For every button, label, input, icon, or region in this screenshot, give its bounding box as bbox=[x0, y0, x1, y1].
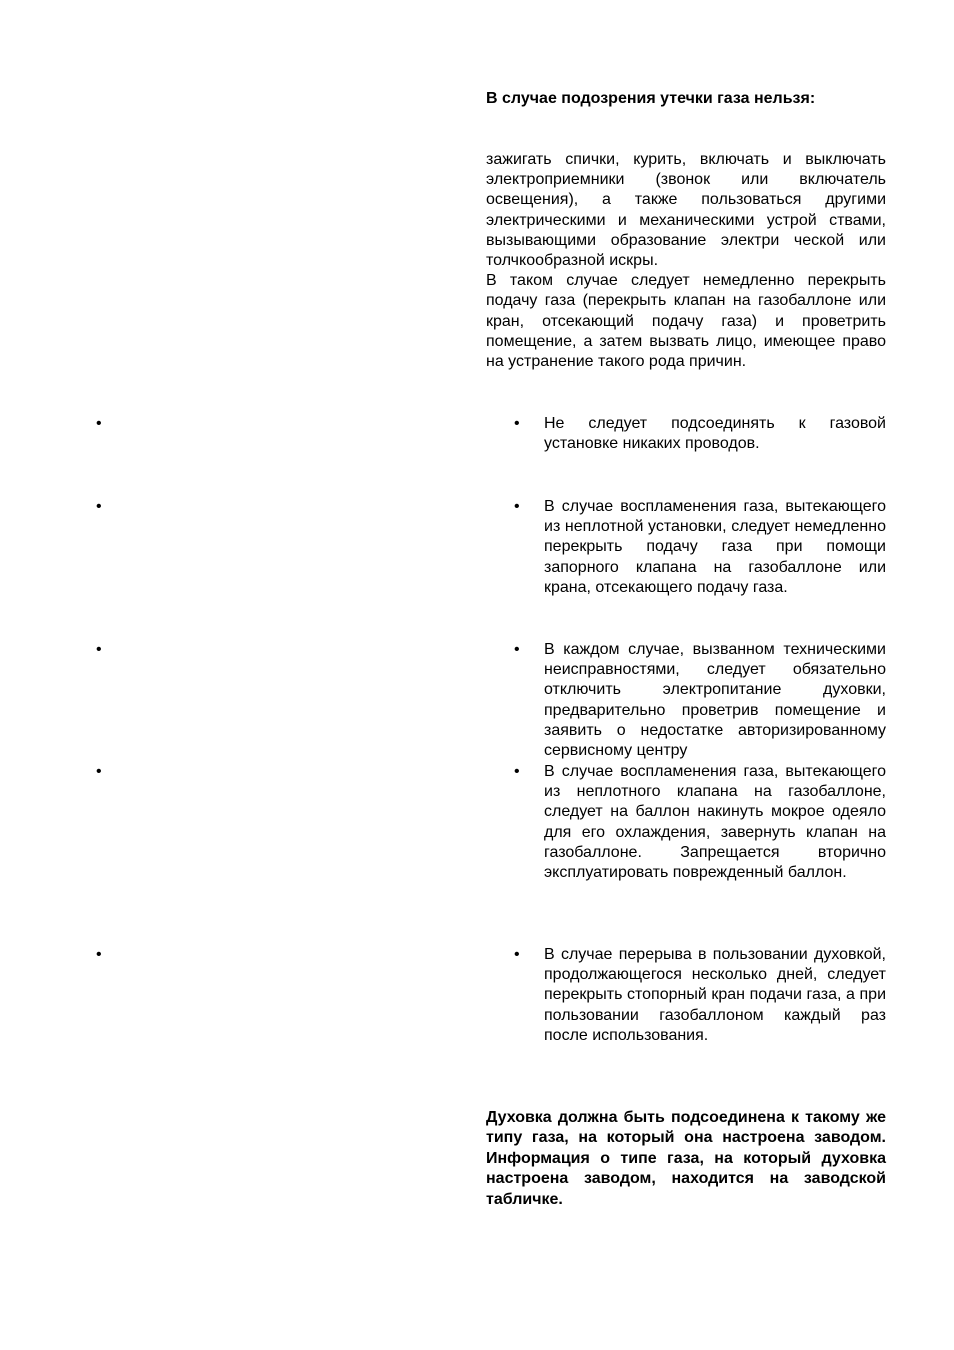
bullet-marker-3: • bbox=[514, 641, 520, 658]
section-heading: В случае подозрения утечки газа нельзя: bbox=[486, 90, 816, 107]
bullet-item-5: В случае перерыва в пользовании духовкой, продолжающегося несколько дней, следует перекрыть стопорный кран подачи газа, а при пользовании газобаллоном каждый раз после использования. bbox=[544, 946, 886, 1044]
left-bullet-3: • bbox=[96, 641, 102, 658]
bullet-item-3: В каждом случае, вызванном техническими неисправностями, следует обязательно отключить электропитание духовки, предварительно проветрив помещение и заявить о недостатке авторизированному сервисному центру bbox=[544, 641, 886, 760]
bullet-marker-5: • bbox=[514, 946, 520, 963]
gas-type-notice: Духовка должна быть подсоединена к такому же типу газа, на который она настроена заводом. Информация о типе газа, на который духовка настроена заводом, находится на заводской табличке. bbox=[486, 1109, 886, 1208]
left-bullet-5: • bbox=[96, 946, 102, 963]
bullet-item-4: В случае воспламенения газа, вытекающего из неплотного клапана на газобаллоне, следует на баллон накинуть мокрое одеяло для его охлаждения, завернуть клапан на газобаллоне. Запрещается вторично эксплуатировать поврежденный баллон. bbox=[544, 763, 886, 882]
intro-paragraph-1: зажигать спички, курить, включать и выключать электроприемники (звонок или включатель освещения), а также пользоваться другими электрическими и механическими устрой ствами, вызывающими образование электри ческой или толчкообразной искры. bbox=[486, 151, 886, 270]
bullet-marker-4: • bbox=[514, 763, 520, 780]
bullet-marker-2: • bbox=[514, 498, 520, 515]
left-bullet-4: • bbox=[96, 763, 102, 780]
intro-paragraph-2: В таком случае следует немедленно перекрыть подачу газа (перекрыть клапан на газобаллоне или кран, отсекающий подачу газа) и проветрить помещение, а затем вызвать лицо, имеющее право на устранение такого рода причин. bbox=[486, 272, 886, 371]
intro-text bbox=[486, 150, 886, 372]
bullet-item-1: Не следует подсоединять к газовой установке никаких проводов. bbox=[544, 415, 886, 453]
left-bullet-1: • bbox=[96, 415, 102, 432]
bullet-marker-1: • bbox=[514, 415, 520, 432]
bullet-item-2: В случае воспламенения газа, вытекающего из неплотной установки, следует немедленно перекрыть подачу газа при помощи запорного клапана на газобаллоне или крана, отсекающего подачу газа. bbox=[544, 498, 886, 596]
left-bullet-2: • bbox=[96, 498, 102, 515]
